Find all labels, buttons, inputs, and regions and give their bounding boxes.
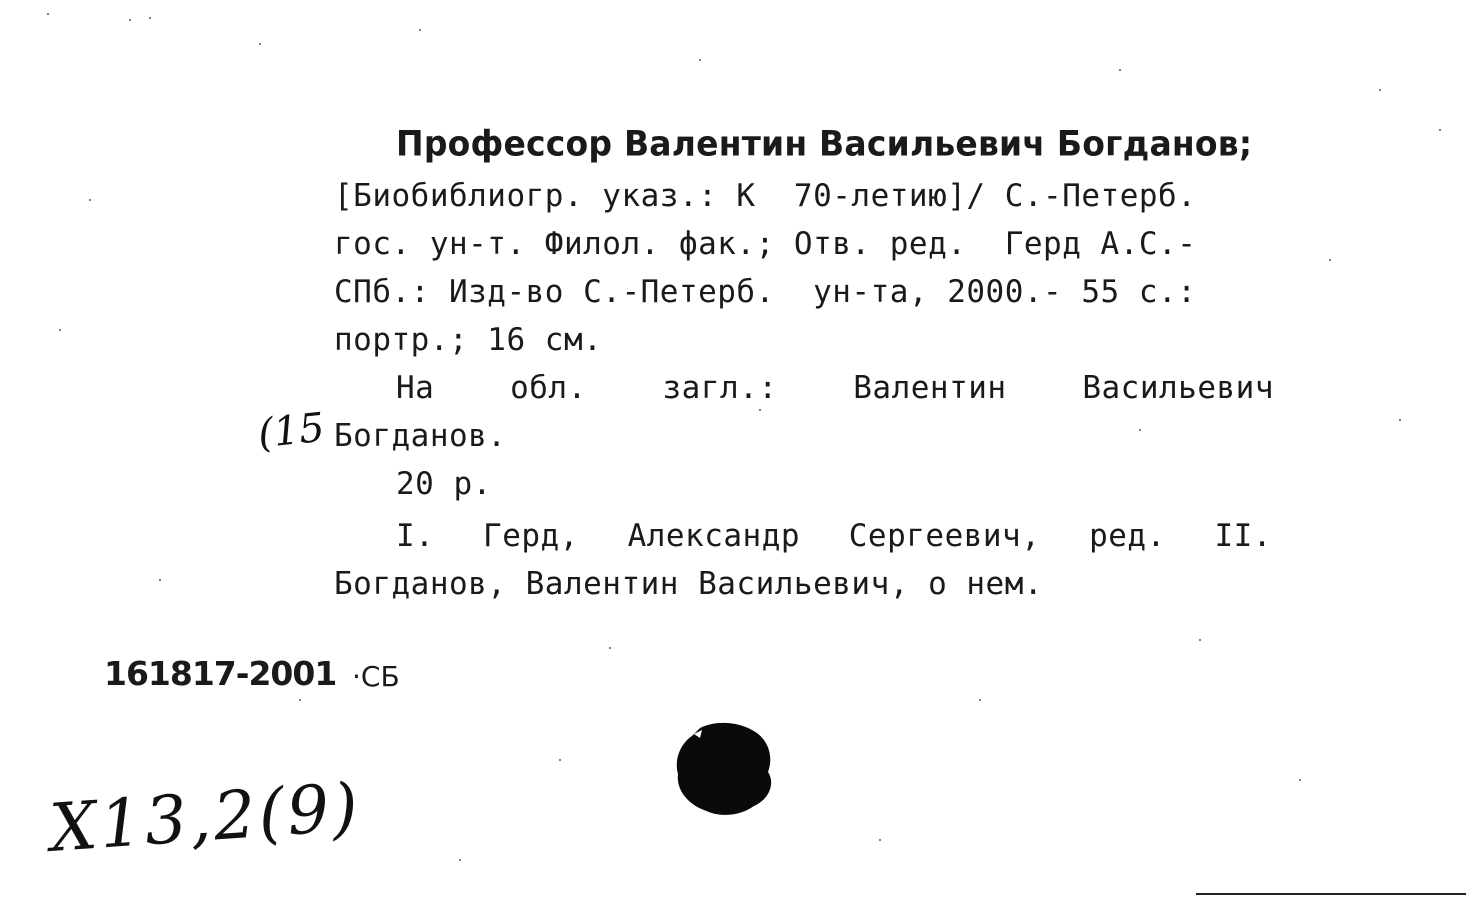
card-line-4: портр.; 16 см. [334,322,603,358]
entry-word: II. [1214,518,1272,554]
entry-word: ред. [1089,518,1166,554]
note-word: Валентин [853,370,1007,406]
note-word: загл.: [662,370,778,406]
price: 20 р. [396,466,492,502]
card-line-1: [Биобиблиогр. указ.: К 70-летию]/ С.-Петерб. [334,178,1197,214]
card-line-2: гос. ун-т. Филол. фак.; Отв. ред. Герд А.С.- [334,226,1197,262]
inventory-suffix: ·СБ [352,660,400,693]
handwritten-shelfmark: Х13,2(9) [47,768,364,867]
card-title: Профессор Валентин Васильевич Богданов; [396,123,1253,164]
note-word: обл. [510,370,587,406]
note-continuation: Богданов. [334,418,507,454]
card-line-3: СПб.: Изд-во С.-Петерб. ун-та, 2000.- 55 с.: [334,274,1197,310]
inventory-suffix-text: СБ [360,660,400,693]
handwritten-mark: (15 [255,404,327,458]
entry-word: I. [396,518,435,554]
entry-word: Александр [627,518,801,554]
entry-word: Сергеевич, [848,518,1041,554]
note-word: На [396,370,435,406]
inventory-number: 161817-2001 [104,654,337,693]
note-word: Васильевич [1082,370,1274,406]
entries-continuation: Богданов, Валентин Васильевич, о нем. [334,566,1044,602]
entry-word: Герд, [483,518,579,554]
